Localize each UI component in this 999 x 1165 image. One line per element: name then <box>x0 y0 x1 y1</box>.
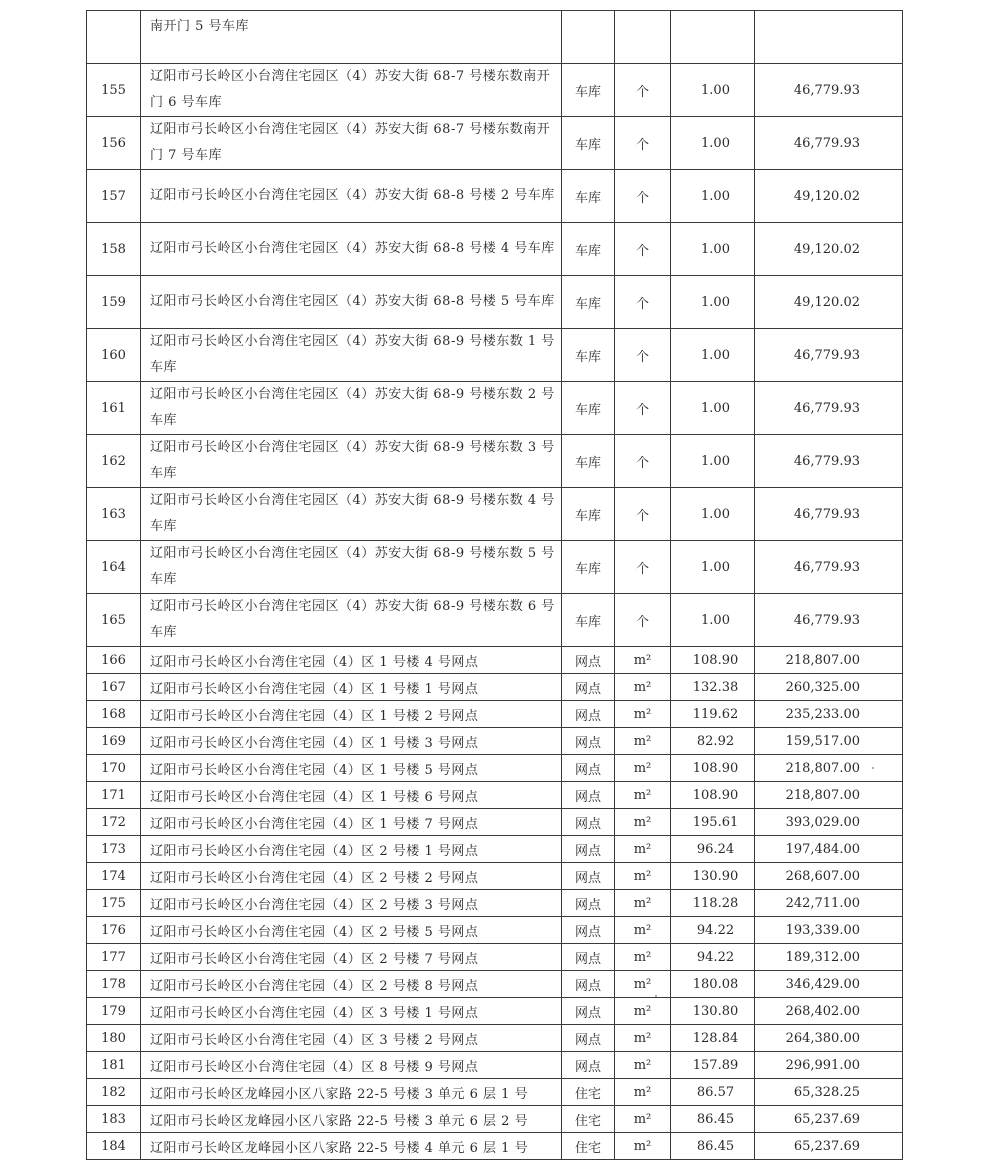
row-quantity: 1.00 <box>671 329 755 382</box>
row-value: 260,325.00 <box>755 674 903 701</box>
row-value: 49,120.02 <box>755 223 903 276</box>
row-value: 65,237.69 <box>755 1106 903 1133</box>
row-quantity: 1.00 <box>671 382 755 435</box>
row-unit: 个 <box>615 594 671 647</box>
row-number: 168 <box>87 701 141 728</box>
row-quantity: 108.90 <box>671 755 755 782</box>
row-location: 辽阳市弓长岭区小台湾住宅园区（4）苏安大街 68-9 号楼东数 2 号车库 <box>141 382 562 435</box>
row-value: 268,607.00 <box>755 863 903 890</box>
row-number: 172 <box>87 809 141 836</box>
table-row <box>87 836 903 863</box>
row-number: 175 <box>87 890 141 917</box>
row-unit: 个 <box>615 488 671 541</box>
row-quantity: 195.61 <box>671 809 755 836</box>
row-unit: m² <box>615 1079 671 1106</box>
row-value: 65,237.69 <box>755 1133 903 1160</box>
row-number: 170 <box>87 755 141 782</box>
row-type: 住宅 <box>562 1133 615 1160</box>
row-type: 网点 <box>562 836 615 863</box>
row-value: 46,779.93 <box>755 117 903 170</box>
row-location: 辽阳市弓长岭区小台湾住宅园区（4）苏安大街 68-9 号楼东数 3 号车库 <box>141 435 562 488</box>
table-row <box>87 329 903 382</box>
row-quantity: 1.00 <box>671 276 755 329</box>
row-value: 46,779.93 <box>755 594 903 647</box>
row-type: 住宅 <box>562 1106 615 1133</box>
row-type: 网点 <box>562 890 615 917</box>
row-number: 176 <box>87 917 141 944</box>
row-number: 165 <box>87 594 141 647</box>
row-value: 49,120.02 <box>755 170 903 223</box>
table-row <box>87 541 903 594</box>
row-value: 393,029.00 <box>755 809 903 836</box>
row-location: 辽阳市弓长岭区小台湾住宅园（4）区 1 号楼 4 号网点 <box>141 647 562 674</box>
row-unit: m² <box>615 917 671 944</box>
table-row <box>87 944 903 971</box>
row-location: 辽阳市弓长岭区小台湾住宅园区（4）苏安大街 68-7 号楼东数南开门 6 号车库 <box>141 64 562 117</box>
row-location: 辽阳市弓长岭区小台湾住宅园区（4）苏安大街 68-9 号楼东数 5 号车库 <box>141 541 562 594</box>
row-type: 车库 <box>562 276 615 329</box>
row-location: 辽阳市弓长岭区小台湾住宅园（4）区 2 号楼 2 号网点 <box>141 863 562 890</box>
row-quantity: 1.00 <box>671 64 755 117</box>
row-unit: 个 <box>615 117 671 170</box>
row-location: 辽阳市弓长岭区小台湾住宅园区（4）苏安大街 68-7 号楼东数南开门 7 号车库 <box>141 117 562 170</box>
row-location: 辽阳市弓长岭区小台湾住宅园（4）区 1 号楼 1 号网点 <box>141 674 562 701</box>
row-number: 174 <box>87 863 141 890</box>
row-value: 296,991.00 <box>755 1052 903 1079</box>
table-row <box>87 917 903 944</box>
row-unit: m² <box>615 755 671 782</box>
table-row <box>87 971 903 998</box>
row-quantity: 1.00 <box>671 117 755 170</box>
row-number: 162 <box>87 435 141 488</box>
row-type: 车库 <box>562 170 615 223</box>
row-quantity: 108.90 <box>671 647 755 674</box>
row-quantity: 108.90 <box>671 782 755 809</box>
row-number: 169 <box>87 728 141 755</box>
row-value: 264,380.00 <box>755 1025 903 1052</box>
row-quantity: 1.00 <box>671 541 755 594</box>
row-quantity: 1.00 <box>671 223 755 276</box>
row-number: 159 <box>87 276 141 329</box>
table-row <box>87 1106 903 1133</box>
row-number: 178 <box>87 971 141 998</box>
row-location: 辽阳市弓长岭区小台湾住宅园（4）区 2 号楼 8 号网点 <box>141 971 562 998</box>
row-unit: m² <box>615 944 671 971</box>
row-value: 268,402.00 <box>755 998 903 1025</box>
row-quantity: 1.00 <box>671 488 755 541</box>
row-quantity: 157.89 <box>671 1052 755 1079</box>
row-value: 46,779.93 <box>755 329 903 382</box>
row-type: 网点 <box>562 809 615 836</box>
table-row <box>87 488 903 541</box>
table-row <box>87 755 903 782</box>
row-type: 网点 <box>562 998 615 1025</box>
table-row <box>87 728 903 755</box>
row-number: 160 <box>87 329 141 382</box>
row-quantity: 130.90 <box>671 863 755 890</box>
row-value <box>755 11 903 64</box>
table-row <box>87 863 903 890</box>
row-unit: m² <box>615 998 671 1025</box>
row-value: 197,484.00 <box>755 836 903 863</box>
row-type: 网点 <box>562 863 615 890</box>
row-location: 辽阳市弓长岭区小台湾住宅园区（4）苏安大街 68-9 号楼东数 6 号车库 <box>141 594 562 647</box>
row-location: 辽阳市弓长岭区小台湾住宅园（4）区 2 号楼 5 号网点 <box>141 917 562 944</box>
row-type: 车库 <box>562 488 615 541</box>
asset-table-body <box>87 11 903 1160</box>
row-unit: m² <box>615 836 671 863</box>
table-row <box>87 1025 903 1052</box>
table-row <box>87 11 903 64</box>
row-type: 车库 <box>562 594 615 647</box>
row-quantity: 86.57 <box>671 1079 755 1106</box>
table-row <box>87 170 903 223</box>
row-location: 辽阳市弓长岭区小台湾住宅园（4）区 1 号楼 3 号网点 <box>141 728 562 755</box>
row-number: 179 <box>87 998 141 1025</box>
row-value: 235,233.00 <box>755 701 903 728</box>
row-quantity: 86.45 <box>671 1106 755 1133</box>
row-value: 346,429.00 <box>755 971 903 998</box>
row-quantity: 94.22 <box>671 917 755 944</box>
row-unit: m² <box>615 1133 671 1160</box>
row-value: 218,807.00 <box>755 755 903 782</box>
row-value: 218,807.00 <box>755 782 903 809</box>
row-unit <box>615 11 671 64</box>
row-quantity: 180.08 <box>671 971 755 998</box>
row-location: 辽阳市弓长岭区小台湾住宅园（4）区 1 号楼 6 号网点 <box>141 782 562 809</box>
table-row <box>87 647 903 674</box>
table-row <box>87 890 903 917</box>
row-number: 180 <box>87 1025 141 1052</box>
row-value: 46,779.93 <box>755 435 903 488</box>
row-quantity <box>671 11 755 64</box>
row-value: 242,711.00 <box>755 890 903 917</box>
row-location: 辽阳市弓长岭区小台湾住宅园区（4）苏安大街 68-8 号楼 2 号车库 <box>141 170 562 223</box>
table-row <box>87 117 903 170</box>
row-quantity: 94.22 <box>671 944 755 971</box>
row-type: 车库 <box>562 223 615 276</box>
row-number: 184 <box>87 1133 141 1160</box>
row-unit: 个 <box>615 435 671 488</box>
row-unit: 个 <box>615 276 671 329</box>
row-value: 218,807.00 <box>755 647 903 674</box>
row-quantity: 119.62 <box>671 701 755 728</box>
table-row <box>87 1079 903 1106</box>
row-type: 车库 <box>562 329 615 382</box>
row-unit: m² <box>615 1052 671 1079</box>
row-type: 车库 <box>562 117 615 170</box>
row-number: 171 <box>87 782 141 809</box>
row-quantity: 118.28 <box>671 890 755 917</box>
row-quantity: 86.45 <box>671 1133 755 1160</box>
row-number: 183 <box>87 1106 141 1133</box>
row-type: 网点 <box>562 917 615 944</box>
row-type: 网点 <box>562 944 615 971</box>
row-type: 住宅 <box>562 1079 615 1106</box>
row-location: 辽阳市弓长岭区小台湾住宅园（4）区 1 号楼 5 号网点 <box>141 755 562 782</box>
table-row <box>87 674 903 701</box>
row-value: 193,339.00 <box>755 917 903 944</box>
row-location: 辽阳市弓长岭区小台湾住宅园区（4）苏安大街 68-8 号楼 4 号车库 <box>141 223 562 276</box>
row-unit: m² <box>615 647 671 674</box>
row-number: 173 <box>87 836 141 863</box>
row-location: 辽阳市弓长岭区龙峰园小区八家路 22-5 号楼 3 单元 6 层 1 号 <box>141 1079 562 1106</box>
row-location: 辽阳市弓长岭区小台湾住宅园（4）区 2 号楼 1 号网点 <box>141 836 562 863</box>
table-row <box>87 276 903 329</box>
row-type: 网点 <box>562 1025 615 1052</box>
row-unit: m² <box>615 1106 671 1133</box>
row-value: 49,120.02 <box>755 276 903 329</box>
row-type: 车库 <box>562 382 615 435</box>
row-type: 车库 <box>562 435 615 488</box>
row-type: 网点 <box>562 971 615 998</box>
table-row <box>87 701 903 728</box>
row-unit: 个 <box>615 170 671 223</box>
row-unit: 个 <box>615 329 671 382</box>
row-unit: m² <box>615 863 671 890</box>
row-type: 网点 <box>562 755 615 782</box>
row-unit: 个 <box>615 223 671 276</box>
table-row <box>87 782 903 809</box>
row-location: 辽阳市弓长岭区小台湾住宅园区（4）苏安大街 68-9 号楼东数 4 号车库 <box>141 488 562 541</box>
scan-speck <box>655 995 657 997</box>
row-value: 46,779.93 <box>755 64 903 117</box>
row-unit: 个 <box>615 541 671 594</box>
row-location: 辽阳市弓长岭区小台湾住宅园（4）区 2 号楼 3 号网点 <box>141 890 562 917</box>
row-value: 189,312.00 <box>755 944 903 971</box>
asset-table <box>86 10 903 1160</box>
table-row <box>87 1052 903 1079</box>
row-unit: m² <box>615 782 671 809</box>
table-row <box>87 594 903 647</box>
row-type: 车库 <box>562 64 615 117</box>
row-value: 46,779.93 <box>755 488 903 541</box>
row-quantity: 132.38 <box>671 674 755 701</box>
row-number: 167 <box>87 674 141 701</box>
row-number: 156 <box>87 117 141 170</box>
row-quantity: 1.00 <box>671 594 755 647</box>
scan-speck <box>872 767 874 769</box>
row-unit: m² <box>615 674 671 701</box>
row-unit: m² <box>615 701 671 728</box>
row-location: 辽阳市弓长岭区龙峰园小区八家路 22-5 号楼 4 单元 6 层 1 号 <box>141 1133 562 1160</box>
row-unit: 个 <box>615 382 671 435</box>
row-number: 166 <box>87 647 141 674</box>
row-unit: m² <box>615 1025 671 1052</box>
row-number: 181 <box>87 1052 141 1079</box>
row-type: 网点 <box>562 728 615 755</box>
table-row <box>87 998 903 1025</box>
row-unit: m² <box>615 728 671 755</box>
row-quantity: 1.00 <box>671 170 755 223</box>
row-value: 159,517.00 <box>755 728 903 755</box>
row-quantity: 1.00 <box>671 435 755 488</box>
row-number: 177 <box>87 944 141 971</box>
row-location: 辽阳市弓长岭区小台湾住宅园区（4）苏安大街 68-9 号楼东数 1 号车库 <box>141 329 562 382</box>
table-row <box>87 435 903 488</box>
row-type <box>562 11 615 64</box>
row-number: 157 <box>87 170 141 223</box>
row-quantity: 130.80 <box>671 998 755 1025</box>
row-unit: m² <box>615 971 671 998</box>
row-number: 161 <box>87 382 141 435</box>
row-location: 南开门 5 号车库 <box>141 11 562 64</box>
row-unit: m² <box>615 809 671 836</box>
row-location: 辽阳市弓长岭区龙峰园小区八家路 22-5 号楼 3 单元 6 层 2 号 <box>141 1106 562 1133</box>
row-location: 辽阳市弓长岭区小台湾住宅园区（4）苏安大街 68-8 号楼 5 号车库 <box>141 276 562 329</box>
table-row <box>87 1133 903 1160</box>
row-type: 网点 <box>562 782 615 809</box>
row-value: 65,328.25 <box>755 1079 903 1106</box>
table-row <box>87 809 903 836</box>
row-number: 164 <box>87 541 141 594</box>
row-location: 辽阳市弓长岭区小台湾住宅园（4）区 2 号楼 7 号网点 <box>141 944 562 971</box>
row-quantity: 128.84 <box>671 1025 755 1052</box>
table-row <box>87 64 903 117</box>
row-number: 155 <box>87 64 141 117</box>
row-type: 车库 <box>562 541 615 594</box>
row-number: 163 <box>87 488 141 541</box>
row-value: 46,779.93 <box>755 382 903 435</box>
row-location: 辽阳市弓长岭区小台湾住宅园（4）区 1 号楼 2 号网点 <box>141 701 562 728</box>
row-type: 网点 <box>562 674 615 701</box>
row-type: 网点 <box>562 1052 615 1079</box>
row-value: 46,779.93 <box>755 541 903 594</box>
row-type: 网点 <box>562 647 615 674</box>
table-row <box>87 223 903 276</box>
row-number <box>87 11 141 64</box>
table-row <box>87 382 903 435</box>
row-type: 网点 <box>562 701 615 728</box>
row-location: 辽阳市弓长岭区小台湾住宅园（4）区 8 号楼 9 号网点 <box>141 1052 562 1079</box>
row-location: 辽阳市弓长岭区小台湾住宅园（4）区 3 号楼 2 号网点 <box>141 1025 562 1052</box>
row-number: 158 <box>87 223 141 276</box>
row-number: 182 <box>87 1079 141 1106</box>
row-unit: m² <box>615 890 671 917</box>
row-location: 辽阳市弓长岭区小台湾住宅园（4）区 1 号楼 7 号网点 <box>141 809 562 836</box>
row-unit: 个 <box>615 64 671 117</box>
row-location: 辽阳市弓长岭区小台湾住宅园（4）区 3 号楼 1 号网点 <box>141 998 562 1025</box>
row-quantity: 82.92 <box>671 728 755 755</box>
row-quantity: 96.24 <box>671 836 755 863</box>
